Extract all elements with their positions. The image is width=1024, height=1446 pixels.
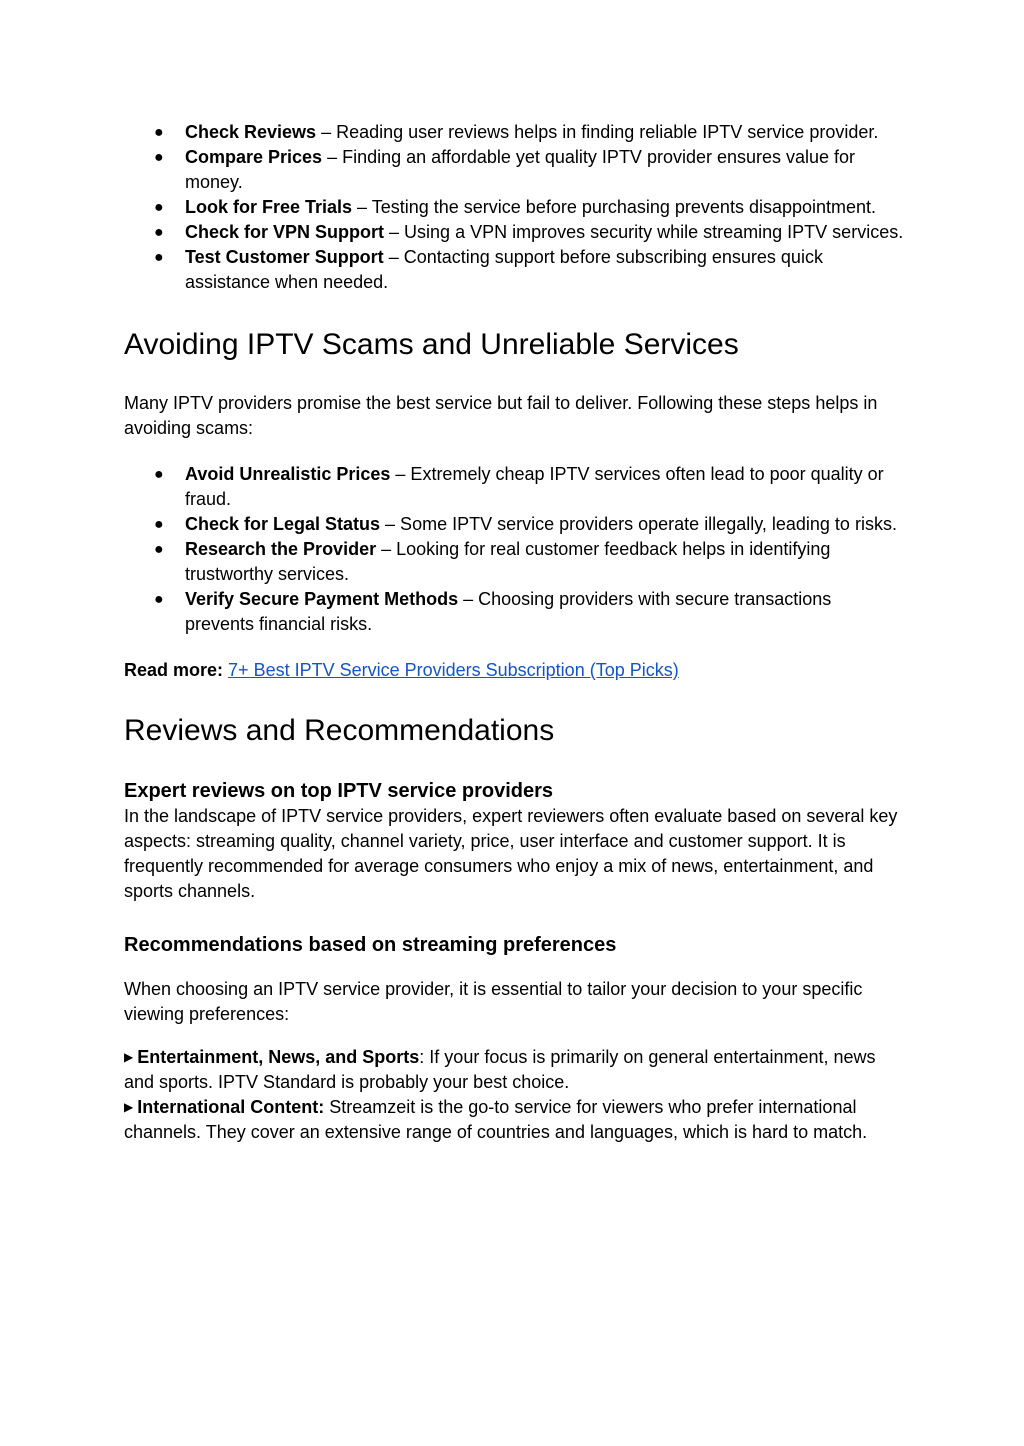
list-item <box>124 120 904 145</box>
list-item <box>124 220 904 245</box>
list-item-term: Check Reviews <box>185 122 317 142</box>
bullet-icon: ● <box>154 124 164 141</box>
list-item-term: Entertainment, News, and Sports <box>137 1047 420 1067</box>
triangle-bullet-icon: ▶ <box>124 1050 134 1064</box>
list-item-desc: : If your focus is primarily on general entertainment, news and sports. IPTV Standard is probably your best choice. <box>124 1047 876 1092</box>
bullet-icon: ● <box>154 224 164 241</box>
list-item-term: Check for Legal Status <box>185 514 381 534</box>
recommendations-intro: When choosing an IPTV service provider, it is essential to tailor your decision to your specific viewing preferences: <box>124 979 863 1024</box>
bullet-icon: ● <box>154 516 164 533</box>
list-item <box>124 512 904 537</box>
list-item <box>124 462 904 512</box>
recommendations-heading: Recommendations based on streaming preferences <box>124 934 617 956</box>
list-item-term: Research the Provider <box>185 539 377 559</box>
reviews-heading: Reviews and Recommendations <box>124 714 555 747</box>
bullet-icon: ● <box>154 591 164 608</box>
list-item <box>124 1045 904 1095</box>
list-item <box>124 537 904 587</box>
list-item <box>124 195 904 220</box>
read-more-link[interactable]: 7+ Best IPTV Service Providers Subscription (Top Picks) <box>228 660 679 680</box>
list-item-desc: – Some IPTV service providers operate illegally, leading to risks. <box>380 514 897 534</box>
list-item-desc: – Finding an affordable yet quality IPTV provider ensures value for money. <box>185 147 856 192</box>
expert-text: In the landscape of IPTV service providers, expert reviewers often evaluate based on several key aspects: streaming quality, channel variety, price, user interface and customer support. It is frequently recommended for average consumers who enjoy a mix of news, entertainment, and sports channels. <box>124 806 898 901</box>
bullet-icon: ● <box>154 466 164 483</box>
triangle-bullet-icon: ▶ <box>124 1100 134 1114</box>
expert-heading: Expert reviews on top IPTV service providers <box>124 780 554 802</box>
list-item-term: Test Customer Support <box>185 247 384 267</box>
list-item-desc: Streamzeit is the go-to service for viewers who prefer international channels. They cover an extensive range of countries and languages, which is hard to match. <box>124 1097 868 1142</box>
list-item-term: International Content: <box>137 1097 325 1117</box>
list-item-desc: – Looking for real customer feedback helps in identifying trustworthy services. <box>185 539 831 584</box>
list-item <box>124 587 904 637</box>
bullet-icon: ● <box>154 541 164 558</box>
list-item <box>124 245 904 295</box>
list-item-desc: – Choosing providers with secure transactions prevents financial risks. <box>185 589 832 634</box>
scams-list <box>124 462 904 637</box>
bullet-icon: ● <box>154 249 164 266</box>
scams-intro: Many IPTV providers promise the best service but fail to deliver. Following these steps helps in avoiding scams: <box>124 393 878 438</box>
list-item-desc: – Extremely cheap IPTV services often lead to poor quality or fraud. <box>185 464 884 509</box>
list-item-desc: – Testing the service before purchasing prevents disappointment. <box>352 197 877 217</box>
read-more <box>124 658 904 683</box>
list-item-desc: – Reading user reviews helps in finding reliable IPTV service provider. <box>316 122 879 142</box>
bullet-icon: ● <box>154 149 164 166</box>
list-item <box>124 1095 904 1145</box>
list-item-term: Look for Free Trials <box>185 197 353 217</box>
list-item-term: Compare Prices <box>185 147 323 167</box>
list-item-term: Verify Secure Payment Methods <box>185 589 459 609</box>
list-item-desc: – Using a VPN improves security while streaming IPTV services. <box>384 222 904 242</box>
bullet-icon: ● <box>154 199 164 216</box>
preference-list <box>124 1045 904 1145</box>
list-item-desc: – Contacting support before subscribing ensures quick assistance when needed. <box>185 247 823 292</box>
tips-list <box>124 120 904 295</box>
read-more-label: Read more: <box>124 660 224 680</box>
list-item <box>124 145 904 195</box>
scams-heading: Avoiding IPTV Scams and Unreliable Services <box>124 328 739 361</box>
list-item-term: Avoid Unrealistic Prices <box>185 464 391 484</box>
list-item-term: Check for VPN Support <box>185 222 385 242</box>
